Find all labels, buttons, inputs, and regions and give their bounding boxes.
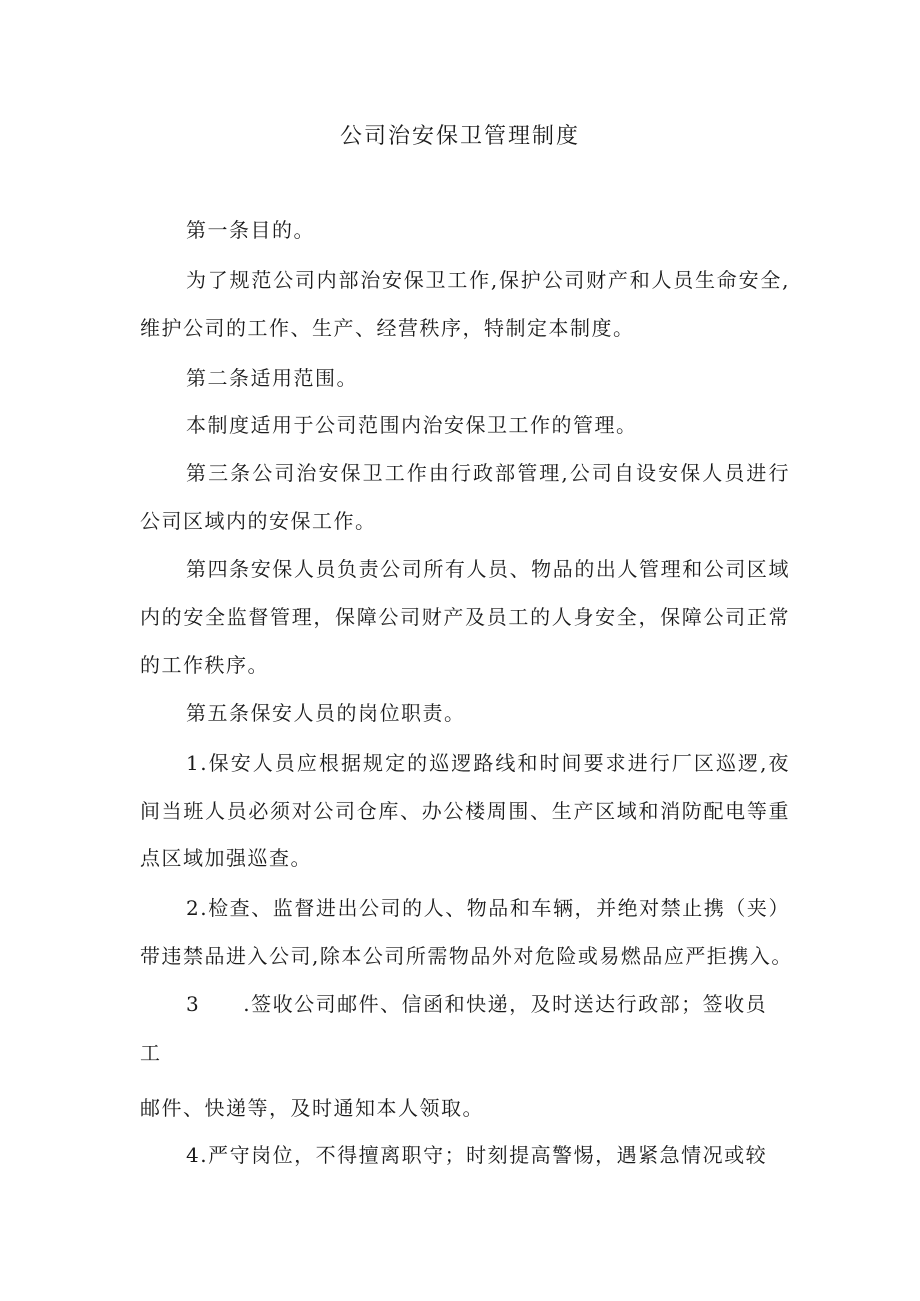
article-2-heading: 第二条适用范围。	[186, 366, 358, 390]
paragraph-line: 公司区域内的安保工作。	[140, 509, 377, 533]
paragraph-line: 的工作秩序。	[140, 653, 269, 677]
paragraph-line: 本制度适用于公司范围内治安保卫工作的管理。	[186, 413, 638, 437]
paragraph-line: 带违禁品进入公司,除本公司所需物品外对危险或易燃品应严拒携入。	[140, 944, 793, 968]
duty-4-line: 4.严守岗位，不得擅离职守；时刻提高警惕，遇紧急情况或较	[186, 1143, 768, 1167]
duty-2-line: 2.检查、监督进出公司的人、物品和车辆，并绝对禁止携（夹）	[186, 896, 790, 920]
duty-3-line: 3 .签收公司邮件、信函和快递，及时送达行政部；签收员	[186, 992, 768, 1016]
article-5-heading: 第五条保安人员的岗位职责。	[186, 701, 466, 725]
paragraph-line: 为了规范公司内部治安保卫工作,保护公司财产和人员生命安全,	[186, 268, 790, 292]
paragraph-line: 内的安全监督管理，保障公司财产及员工的人身安全，保障公司正常	[140, 605, 790, 629]
page-title: 公司治安保卫管理制度	[339, 124, 580, 149]
paragraph-line: 维护公司的工作、生产、经营秩序，特制定本制度。	[140, 316, 635, 340]
article-3-line: 第三条公司治安保卫工作由行政部管理,公司自设安保人员进行	[186, 461, 790, 485]
paragraph-line: 间当班人员必须对公司仓库、办公楼周围、生产区域和消防配电等重	[140, 799, 790, 823]
article-4-line: 第四条安保人员负责公司所有人员、物品的出人管理和公司区域	[186, 557, 790, 581]
paragraph-line: 点区域加强巡查。	[140, 846, 312, 870]
paragraph-line: 邮件、快递等，及时通知本人领取。	[140, 1096, 484, 1120]
article-1-heading: 第一条目的。	[186, 218, 315, 242]
paragraph-line: 工	[140, 1041, 162, 1065]
duty-1-line: 1.保安人员应根据规定的巡逻路线和时间要求进行厂区巡逻,夜	[186, 751, 790, 775]
